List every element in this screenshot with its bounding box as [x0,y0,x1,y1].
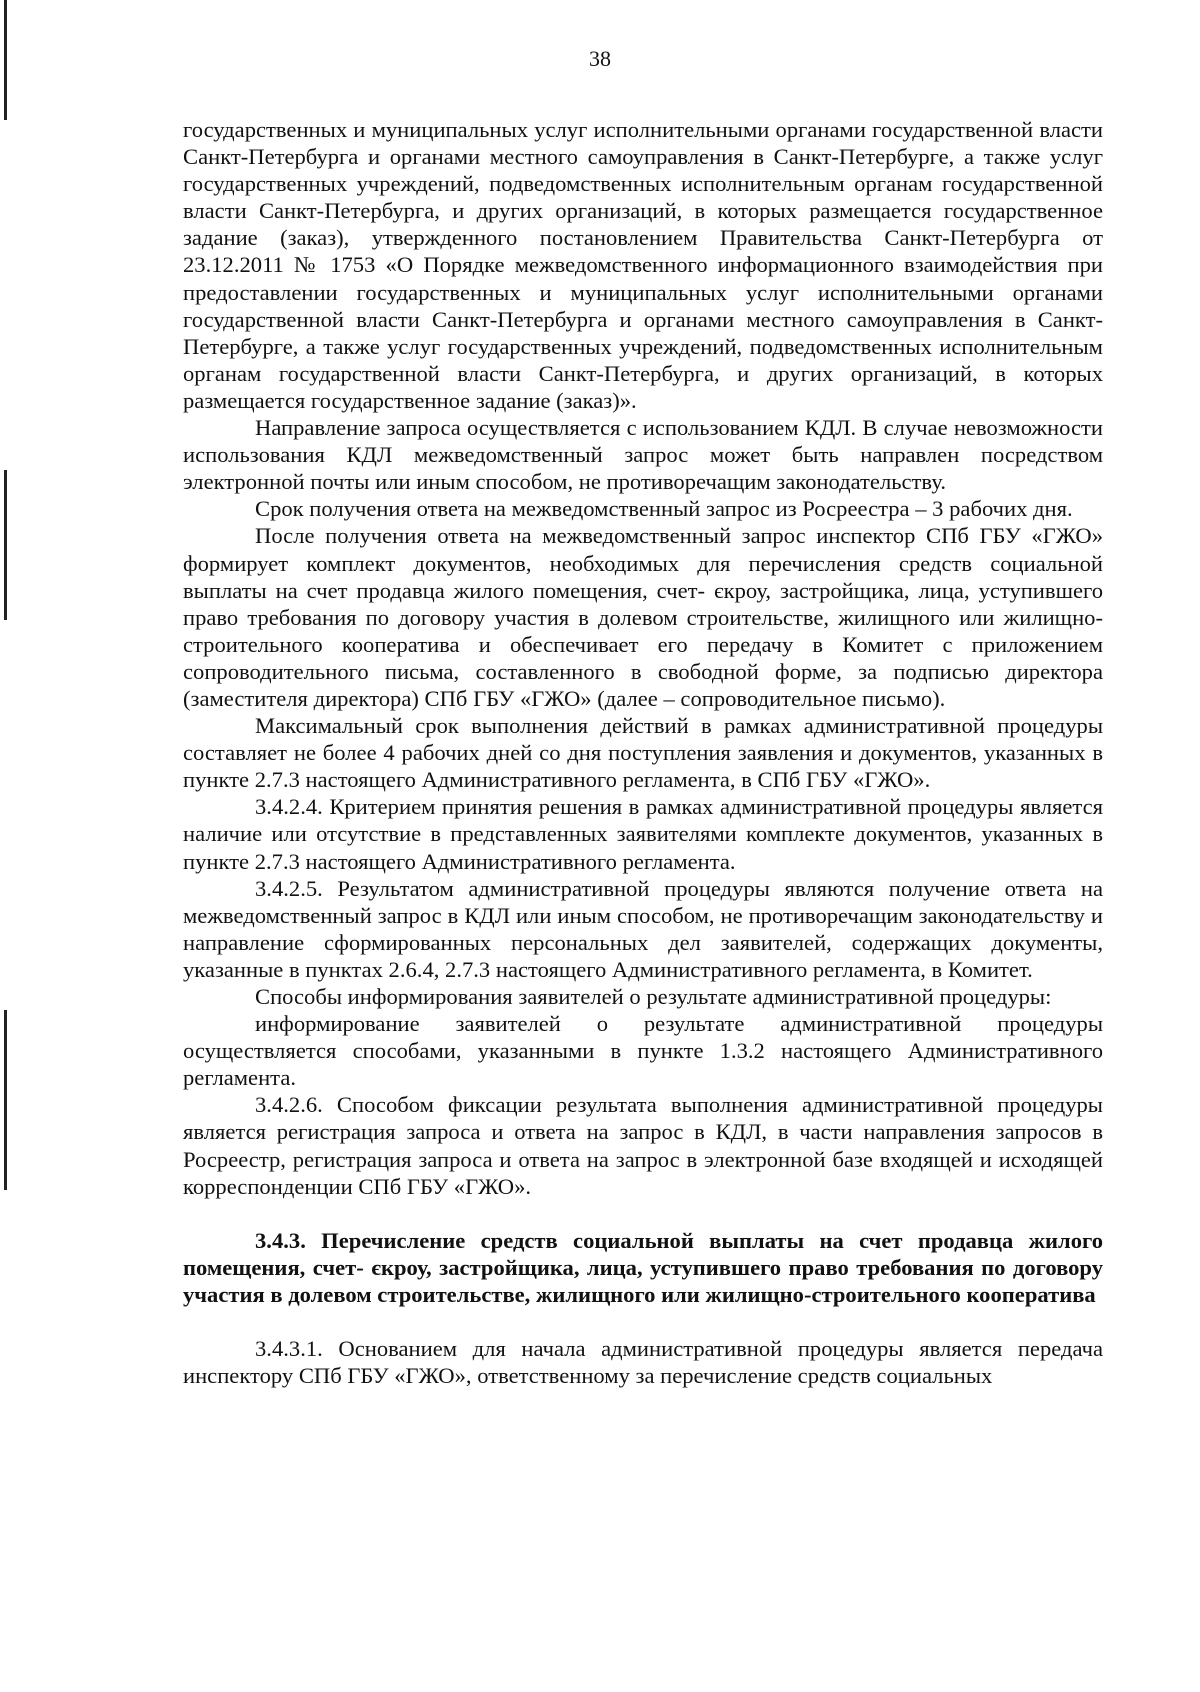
scan-mark [4,470,7,620]
document-body [183,116,1103,1389]
paragraph: Максимальный срок выполнения действий в рамках административной процедуры составляет не более 4 рабочих дней со дня поступления заявления и документов, указанных в пункте 2.7.3 настоящего Административного регламента, в СПб ГБУ «ГЖО». [183,713,1103,793]
section-heading: 3.4.3. Перечисление средств социальной выплаты на счет продавца жилого помещения, счет- єкроу, застройщика, лица, уступившего право требования по договору участия в долевом строительстве, жилищного или жилищно-строительного кооператива [183,1227,1103,1307]
page-number: 38 [589,46,611,71]
paragraph: информирование заявителей о результате административной процедуры осуществляется способами, указанными в пункте 1.3.2 настоящего Административного регламента. [183,1011,1103,1091]
paragraph: После получения ответа на межведомственный запрос инспектор СПб ГБУ «ГЖО» формирует комплект документов, необходимых для перечисления средств социальной выплаты на счет продавца жилого помещения, счет- єкроу, застройщика, лица, уступившего право требования по договору участия в долевом строительстве, жилищного или жилищно-строительного кооператива и обеспечивает его передачу в Комитет с приложением сопроводительного письма, составленного в свободной форме, за подписью директора (заместителя директора) СПб ГБУ «ГЖО» (далее – сопроводительное письмо). [183,523,1103,711]
paragraph: 3.4.2.5. Результатом административной процедуры являются получение ответа на межведомственный запрос в КДЛ или иным способом, не противоречащим законодательству и направление сформированных персональных дел заявителей, содержащих документы, указанные в пунктах 2.6.4, 2.7.3 настоящего Административного регламента, в Комитет. [183,875,1103,982]
scan-mark [4,1010,7,1190]
paragraph-continuation: государственных и муниципальных услуг исполнительными органами государственной власти Санкт-Петербурга и органами местного самоуправления в Санкт-Петербурге, а также услуг государственных учреждений, подведомственных исполнительным органам государственной власти Санкт-Петербурга, и других организаций, в которых размещается государственное задание (заказ), утвержденного постановлением Правительства Санкт-Петербурга от 23.12.2011 № 1753 «О Порядке межведомственного информационного взаимодействия при предоставлении государственных и муниципальных услуг исполнительными органами государственной власти Санкт-Петербурга и органами местного самоуправления в Санкт-Петербурге, а также услуг государственных учреждений, подведомственных исполнительным органам государственной власти Санкт-Петербурга, и других организаций, в которых размещается государственное задание (заказ)». [183,117,1103,413]
scan-edge-artifacts [0,0,12,1692]
paragraph: Срок получения ответа на межведомственный запрос из Росреестра – 3 рабочих дня. [255,496,1073,522]
paragraph: 3.4.3.1. Основанием для начала административной процедуры является передача инспектору СПб ГБУ «ГЖО», ответственному за перечисление средств социальных [183,1336,1103,1389]
paragraph: 3.4.2.4. Критерием принятия решения в рамках административной процедуры является наличие или отсутствие в представленных заявителями комплекте документов, указанных в пункте 2.7.3 настоящего Административного регламента. [183,794,1103,874]
paragraph: Способы информирования заявителей о результате административной процедуры: [255,984,1052,1009]
paragraph: 3.4.2.6. Способом фиксации результата выполнения административной процедуры является регистрация запроса и ответа на запрос в КДЛ, в части направления запросов в Росреестр, регистрация запроса и ответа на запрос в электронной базе входящей и исходящей корреспонденции СПб ГБУ «ГЖО». [183,1092,1103,1199]
paragraph: Направление запроса осуществляется с использованием КДЛ. В случае невозможности использования КДЛ межведомственный запрос может быть направлен посредством электронной почты или иным способом, не противоречащим законодательству. [183,415,1103,495]
